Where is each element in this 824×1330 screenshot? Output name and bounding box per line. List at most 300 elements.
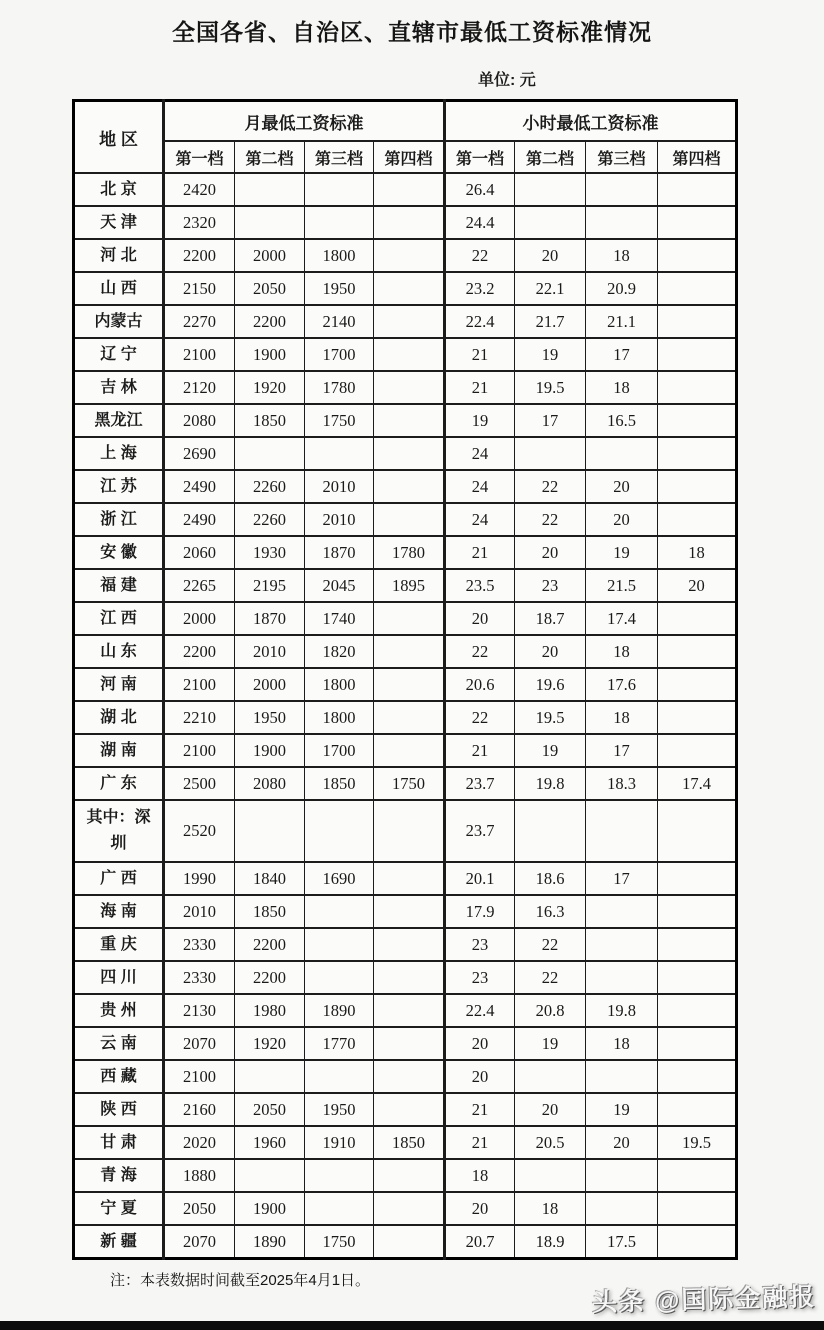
monthly-tier-2-cell: 2195 [235, 569, 305, 602]
hourly-tier-1-cell: 22 [445, 701, 515, 734]
hourly-tier-3-cell [586, 1192, 658, 1225]
monthly-tier-3-cell: 1770 [305, 1027, 374, 1060]
region-cell: 青 海 [74, 1159, 164, 1192]
region-cell: 安 徽 [74, 536, 164, 569]
hourly-tier-3-cell: 19.8 [586, 994, 658, 1027]
monthly-tier-2-cell: 2200 [235, 305, 305, 338]
monthly-tier-1-cell: 2130 [164, 994, 235, 1027]
hourly-tier-3-cell: 20 [586, 470, 658, 503]
monthly-tier-3-cell: 1950 [305, 272, 374, 305]
monthly-tier-4-cell [374, 1159, 445, 1192]
region-cell: 内蒙古 [74, 305, 164, 338]
monthly-tier-3-cell [305, 1060, 374, 1093]
hourly-tier-4-cell [658, 239, 737, 272]
hourly-tier-4-cell [658, 895, 737, 928]
region-cell: 湖 南 [74, 734, 164, 767]
hourly-tier-4-cell [658, 668, 737, 701]
hourly-tier-4-cell [658, 338, 737, 371]
hourly-tier-3-cell: 20 [586, 1126, 658, 1159]
hourly-tier-1-cell: 20 [445, 602, 515, 635]
region-cell: 新 疆 [74, 1225, 164, 1259]
hourly-tier-1-cell: 20 [445, 1192, 515, 1225]
unit-label: 单位: 元 [478, 72, 536, 89]
monthly-tier-2-cell [235, 1060, 305, 1093]
monthly-tier-3-cell [305, 437, 374, 470]
hourly-tier-1-cell: 23.7 [445, 800, 515, 862]
bottom-bar [0, 1321, 824, 1330]
monthly-tier-2-header: 第二档 [235, 141, 305, 173]
table-row [74, 1192, 737, 1225]
table-row [74, 668, 737, 701]
hourly-tier-3-cell: 17.5 [586, 1225, 658, 1259]
table-row [74, 206, 737, 239]
monthly-tier-3-cell: 2140 [305, 305, 374, 338]
monthly-tier-1-cell: 2490 [164, 470, 235, 503]
hourly-tier-3-cell: 16.5 [586, 404, 658, 437]
monthly-tier-4-cell [374, 305, 445, 338]
monthly-tier-1-cell: 2200 [164, 239, 235, 272]
table-row [74, 800, 737, 862]
monthly-tier-4-cell [374, 503, 445, 536]
monthly-tier-3-cell: 2045 [305, 569, 374, 602]
hourly-tier-1-cell: 24 [445, 503, 515, 536]
table-row [74, 371, 737, 404]
monthly-tier-4-cell [374, 1093, 445, 1126]
monthly-tier-3-cell [305, 1159, 374, 1192]
monthly-tier-3-cell [305, 1192, 374, 1225]
monthly-tier-4-cell: 1850 [374, 1126, 445, 1159]
monthly-tier-4-cell [374, 734, 445, 767]
hourly-tier-1-cell: 20 [445, 1027, 515, 1060]
hourly-tier-1-cell: 20.6 [445, 668, 515, 701]
hourly-tier-4-cell [658, 602, 737, 635]
hourly-tier-2-cell: 17 [515, 404, 586, 437]
region-cell: 其中：深圳 [74, 800, 164, 862]
monthly-tier-2-cell: 2260 [235, 470, 305, 503]
hourly-tier-1-cell: 20 [445, 1060, 515, 1093]
table-row [74, 569, 737, 602]
region-cell: 云 南 [74, 1027, 164, 1060]
table-row [74, 404, 737, 437]
hourly-tier-4-cell [658, 1060, 737, 1093]
hourly-tier-4-header: 第四档 [658, 141, 737, 173]
monthly-tier-1-cell: 2080 [164, 404, 235, 437]
table-row [74, 503, 737, 536]
hourly-tier-1-cell: 23 [445, 928, 515, 961]
table-row [74, 994, 737, 1027]
monthly-tier-4-cell [374, 862, 445, 895]
monthly-tier-2-cell: 2200 [235, 928, 305, 961]
monthly-tier-1-cell: 2070 [164, 1225, 235, 1259]
hourly-tier-2-cell: 16.3 [515, 895, 586, 928]
monthly-tier-4-cell [374, 928, 445, 961]
hourly-tier-3-cell: 18 [586, 635, 658, 668]
hourly-tier-2-cell: 22.1 [515, 272, 586, 305]
table-row [74, 437, 737, 470]
monthly-tier-2-cell: 2050 [235, 272, 305, 305]
region-cell: 广 西 [74, 862, 164, 895]
monthly-tier-2-cell: 1920 [235, 371, 305, 404]
hourly-tier-1-cell: 23.5 [445, 569, 515, 602]
hourly-tier-3-cell: 18.3 [586, 767, 658, 800]
monthly-tier-2-cell: 1930 [235, 536, 305, 569]
monthly-tier-3-cell: 1800 [305, 701, 374, 734]
monthly-tier-1-cell: 2690 [164, 437, 235, 470]
monthly-tier-3-cell: 1820 [305, 635, 374, 668]
hourly-tier-1-cell: 20.1 [445, 862, 515, 895]
hourly-tier-1-cell: 21 [445, 536, 515, 569]
table-row [74, 862, 737, 895]
hourly-tier-2-cell [515, 437, 586, 470]
region-cell: 山 东 [74, 635, 164, 668]
monthly-tier-2-cell: 1900 [235, 734, 305, 767]
hourly-tier-1-header: 第一档 [445, 141, 515, 173]
hourly-tier-1-cell: 24 [445, 470, 515, 503]
monthly-group-header: 月最低工资标准 [164, 101, 445, 142]
region-cell: 山 西 [74, 272, 164, 305]
hourly-tier-2-cell: 22 [515, 470, 586, 503]
monthly-tier-3-cell [305, 928, 374, 961]
monthly-tier-1-cell: 2330 [164, 928, 235, 961]
hourly-tier-3-cell: 18 [586, 701, 658, 734]
monthly-tier-4-cell [374, 404, 445, 437]
monthly-tier-4-cell [374, 701, 445, 734]
monthly-tier-4-cell: 1780 [374, 536, 445, 569]
monthly-tier-2-cell: 2260 [235, 503, 305, 536]
region-cell: 河 南 [74, 668, 164, 701]
hourly-tier-1-cell: 21 [445, 734, 515, 767]
monthly-tier-4-cell: 1895 [374, 569, 445, 602]
table-row [74, 239, 737, 272]
monthly-tier-3-cell: 1800 [305, 239, 374, 272]
hourly-tier-2-cell: 19.8 [515, 767, 586, 800]
monthly-tier-1-cell: 2100 [164, 668, 235, 701]
hourly-tier-4-cell [658, 371, 737, 404]
region-cell: 北 京 [74, 173, 164, 206]
hourly-tier-4-cell [658, 961, 737, 994]
region-cell: 河 北 [74, 239, 164, 272]
monthly-tier-2-cell: 2080 [235, 767, 305, 800]
monthly-tier-3-cell: 1690 [305, 862, 374, 895]
region-cell: 四 川 [74, 961, 164, 994]
data-cutoff-note: 注：本表数据时间截至2025年4月1日。 [110, 1272, 371, 1289]
hourly-tier-4-cell [658, 800, 737, 862]
hourly-tier-1-cell: 24.4 [445, 206, 515, 239]
hourly-tier-4-cell [658, 404, 737, 437]
hourly-tier-2-cell: 19 [515, 734, 586, 767]
monthly-tier-3-cell: 1950 [305, 1093, 374, 1126]
hourly-tier-2-cell: 20.5 [515, 1126, 586, 1159]
monthly-tier-2-cell [235, 800, 305, 862]
hourly-tier-1-cell: 23.7 [445, 767, 515, 800]
hourly-tier-2-cell: 23 [515, 569, 586, 602]
hourly-tier-1-cell: 17.9 [445, 895, 515, 928]
hourly-tier-2-cell: 19.6 [515, 668, 586, 701]
monthly-tier-4-cell [374, 1027, 445, 1060]
watermark: 头条 @国际金融报 [591, 1283, 817, 1317]
monthly-tier-1-cell: 2330 [164, 961, 235, 994]
hourly-tier-2-cell [515, 1060, 586, 1093]
hourly-tier-2-cell: 20 [515, 536, 586, 569]
hourly-tier-1-cell: 22 [445, 635, 515, 668]
monthly-tier-3-cell: 1750 [305, 404, 374, 437]
hourly-tier-1-cell: 24 [445, 437, 515, 470]
table-row [74, 1027, 737, 1060]
table-row [74, 701, 737, 734]
hourly-tier-1-cell: 21 [445, 1126, 515, 1159]
hourly-tier-2-cell [515, 173, 586, 206]
monthly-tier-3-cell: 1700 [305, 338, 374, 371]
hourly-tier-4-cell [658, 470, 737, 503]
hourly-tier-4-cell [658, 1192, 737, 1225]
monthly-tier-1-cell: 2490 [164, 503, 235, 536]
hourly-tier-2-cell [515, 1159, 586, 1192]
region-cell: 湖 北 [74, 701, 164, 734]
region-cell: 浙 江 [74, 503, 164, 536]
hourly-tier-4-cell [658, 1027, 737, 1060]
table-row [74, 734, 737, 767]
hourly-tier-1-cell: 22.4 [445, 305, 515, 338]
hourly-tier-3-cell: 21.5 [586, 569, 658, 602]
hourly-tier-4-cell: 17.4 [658, 767, 737, 800]
hourly-tier-4-cell [658, 1093, 737, 1126]
table-row [74, 1126, 737, 1159]
monthly-tier-1-cell: 2200 [164, 635, 235, 668]
hourly-tier-4-cell [658, 701, 737, 734]
monthly-tier-4-cell [374, 1060, 445, 1093]
region-cell: 天 津 [74, 206, 164, 239]
table-row [74, 961, 737, 994]
monthly-tier-1-cell: 2160 [164, 1093, 235, 1126]
region-column-header: 地 区 [74, 101, 164, 174]
page-title: 全国各省、自治区、直辖市最低工资标准情况 [172, 19, 652, 45]
monthly-tier-1-cell: 2070 [164, 1027, 235, 1060]
monthly-tier-2-cell: 1900 [235, 1192, 305, 1225]
hourly-tier-4-cell [658, 206, 737, 239]
table-row [74, 895, 737, 928]
monthly-tier-4-cell [374, 371, 445, 404]
hourly-tier-3-cell [586, 1060, 658, 1093]
hourly-tier-3-cell: 17 [586, 862, 658, 895]
hourly-tier-3-cell: 17 [586, 338, 658, 371]
monthly-tier-1-cell: 2100 [164, 338, 235, 371]
hourly-group-header: 小时最低工资标准 [445, 101, 737, 142]
monthly-tier-1-cell: 2210 [164, 701, 235, 734]
hourly-tier-2-cell: 19 [515, 1027, 586, 1060]
monthly-tier-1-cell: 2000 [164, 602, 235, 635]
monthly-tier-2-cell: 2050 [235, 1093, 305, 1126]
hourly-tier-1-cell: 22 [445, 239, 515, 272]
monthly-tier-2-cell: 2000 [235, 668, 305, 701]
monthly-tier-1-cell: 1880 [164, 1159, 235, 1192]
monthly-tier-4-header: 第四档 [374, 141, 445, 173]
hourly-tier-2-cell: 20 [515, 635, 586, 668]
monthly-tier-2-cell: 1960 [235, 1126, 305, 1159]
monthly-tier-3-cell: 1750 [305, 1225, 374, 1259]
table-row [74, 536, 737, 569]
monthly-tier-1-cell: 2120 [164, 371, 235, 404]
tier-header-row [74, 141, 737, 173]
hourly-tier-2-header: 第二档 [515, 141, 586, 173]
hourly-tier-2-cell: 22 [515, 503, 586, 536]
region-cell: 黑龙江 [74, 404, 164, 437]
hourly-tier-3-cell: 20.9 [586, 272, 658, 305]
hourly-tier-3-cell: 21.1 [586, 305, 658, 338]
table-row [74, 1093, 737, 1126]
table-row [74, 338, 737, 371]
hourly-tier-4-cell [658, 928, 737, 961]
monthly-tier-3-cell: 1890 [305, 994, 374, 1027]
group-header-row [74, 101, 737, 142]
table-row [74, 602, 737, 635]
hourly-tier-2-cell: 21.7 [515, 305, 586, 338]
hourly-tier-3-cell: 18 [586, 1027, 658, 1060]
hourly-tier-1-cell: 22.4 [445, 994, 515, 1027]
hourly-tier-2-cell: 18.9 [515, 1225, 586, 1259]
hourly-tier-1-cell: 19 [445, 404, 515, 437]
region-cell: 陕 西 [74, 1093, 164, 1126]
hourly-tier-3-cell [586, 961, 658, 994]
table-row [74, 305, 737, 338]
hourly-tier-2-cell: 22 [515, 928, 586, 961]
table-row [74, 767, 737, 800]
region-cell: 宁 夏 [74, 1192, 164, 1225]
hourly-tier-3-cell: 20 [586, 503, 658, 536]
region-cell: 江 西 [74, 602, 164, 635]
region-cell: 吉 林 [74, 371, 164, 404]
monthly-tier-2-cell [235, 1159, 305, 1192]
hourly-tier-2-cell: 22 [515, 961, 586, 994]
hourly-tier-4-cell [658, 734, 737, 767]
hourly-tier-2-cell: 20 [515, 239, 586, 272]
monthly-tier-1-cell: 2010 [164, 895, 235, 928]
hourly-tier-4-cell [658, 272, 737, 305]
table-row [74, 173, 737, 206]
monthly-tier-3-cell: 1700 [305, 734, 374, 767]
hourly-tier-1-cell: 21 [445, 371, 515, 404]
wage-table [72, 99, 738, 1260]
wage-table-header [74, 101, 737, 174]
region-cell: 江 苏 [74, 470, 164, 503]
monthly-tier-3-cell: 1910 [305, 1126, 374, 1159]
monthly-tier-2-cell [235, 206, 305, 239]
monthly-tier-3-cell [305, 206, 374, 239]
table-row [74, 1225, 737, 1259]
monthly-tier-1-cell: 2060 [164, 536, 235, 569]
region-cell: 上 海 [74, 437, 164, 470]
monthly-tier-2-cell: 2000 [235, 239, 305, 272]
hourly-tier-3-cell: 18 [586, 239, 658, 272]
monthly-tier-3-cell: 1780 [305, 371, 374, 404]
hourly-tier-1-cell: 21 [445, 338, 515, 371]
region-cell: 西 藏 [74, 1060, 164, 1093]
hourly-tier-3-cell [586, 1159, 658, 1192]
hourly-tier-2-cell: 18.6 [515, 862, 586, 895]
region-cell: 辽 宁 [74, 338, 164, 371]
table-row [74, 470, 737, 503]
table-row [74, 635, 737, 668]
monthly-tier-4-cell [374, 994, 445, 1027]
monthly-tier-4-cell [374, 338, 445, 371]
hourly-tier-3-header: 第三档 [586, 141, 658, 173]
hourly-tier-4-cell [658, 1159, 737, 1192]
monthly-tier-3-cell [305, 800, 374, 862]
hourly-tier-2-cell: 18.7 [515, 602, 586, 635]
hourly-tier-2-cell: 19 [515, 338, 586, 371]
monthly-tier-4-cell [374, 272, 445, 305]
monthly-tier-1-cell: 2320 [164, 206, 235, 239]
monthly-tier-2-cell: 1870 [235, 602, 305, 635]
monthly-tier-1-header: 第一档 [164, 141, 235, 173]
hourly-tier-2-cell: 19.5 [515, 701, 586, 734]
hourly-tier-1-cell: 21 [445, 1093, 515, 1126]
monthly-tier-2-cell [235, 437, 305, 470]
hourly-tier-4-cell [658, 1225, 737, 1259]
monthly-tier-4-cell [374, 961, 445, 994]
hourly-tier-1-cell: 23 [445, 961, 515, 994]
hourly-tier-4-cell [658, 305, 737, 338]
wage-table-body [74, 173, 737, 1259]
hourly-tier-2-cell: 20 [515, 1093, 586, 1126]
region-cell: 甘 肃 [74, 1126, 164, 1159]
monthly-tier-3-header: 第三档 [305, 141, 374, 173]
hourly-tier-3-cell [586, 437, 658, 470]
monthly-tier-4-cell [374, 1192, 445, 1225]
monthly-tier-2-cell: 1980 [235, 994, 305, 1027]
hourly-tier-3-cell [586, 173, 658, 206]
monthly-tier-1-cell: 2270 [164, 305, 235, 338]
monthly-tier-3-cell [305, 895, 374, 928]
monthly-tier-3-cell: 1870 [305, 536, 374, 569]
monthly-tier-2-cell: 2010 [235, 635, 305, 668]
hourly-tier-3-cell: 17.4 [586, 602, 658, 635]
hourly-tier-3-cell [586, 206, 658, 239]
hourly-tier-4-cell [658, 635, 737, 668]
region-cell: 贵 州 [74, 994, 164, 1027]
hourly-tier-4-cell [658, 503, 737, 536]
hourly-tier-3-cell [586, 895, 658, 928]
monthly-tier-2-cell: 1840 [235, 862, 305, 895]
monthly-tier-1-cell: 2100 [164, 734, 235, 767]
region-cell: 福 建 [74, 569, 164, 602]
hourly-tier-1-cell: 20.7 [445, 1225, 515, 1259]
monthly-tier-2-cell: 1890 [235, 1225, 305, 1259]
monthly-tier-4-cell [374, 635, 445, 668]
region-cell: 重 庆 [74, 928, 164, 961]
monthly-tier-2-cell [235, 173, 305, 206]
monthly-tier-4-cell [374, 1225, 445, 1259]
hourly-tier-3-cell: 18 [586, 371, 658, 404]
monthly-tier-2-cell: 1850 [235, 895, 305, 928]
monthly-tier-4-cell [374, 239, 445, 272]
monthly-tier-3-cell: 2010 [305, 470, 374, 503]
monthly-tier-1-cell: 2100 [164, 1060, 235, 1093]
table-row [74, 1159, 737, 1192]
hourly-tier-4-cell [658, 862, 737, 895]
hourly-tier-3-cell: 19 [586, 536, 658, 569]
hourly-tier-3-cell: 17 [586, 734, 658, 767]
hourly-tier-3-cell: 19 [586, 1093, 658, 1126]
monthly-tier-2-cell: 1920 [235, 1027, 305, 1060]
monthly-tier-4-cell [374, 206, 445, 239]
monthly-tier-1-cell: 2500 [164, 767, 235, 800]
table-row [74, 928, 737, 961]
hourly-tier-2-cell: 20.8 [515, 994, 586, 1027]
hourly-tier-4-cell [658, 437, 737, 470]
hourly-tier-2-cell: 19.5 [515, 371, 586, 404]
monthly-tier-4-cell [374, 470, 445, 503]
table-row [74, 1060, 737, 1093]
